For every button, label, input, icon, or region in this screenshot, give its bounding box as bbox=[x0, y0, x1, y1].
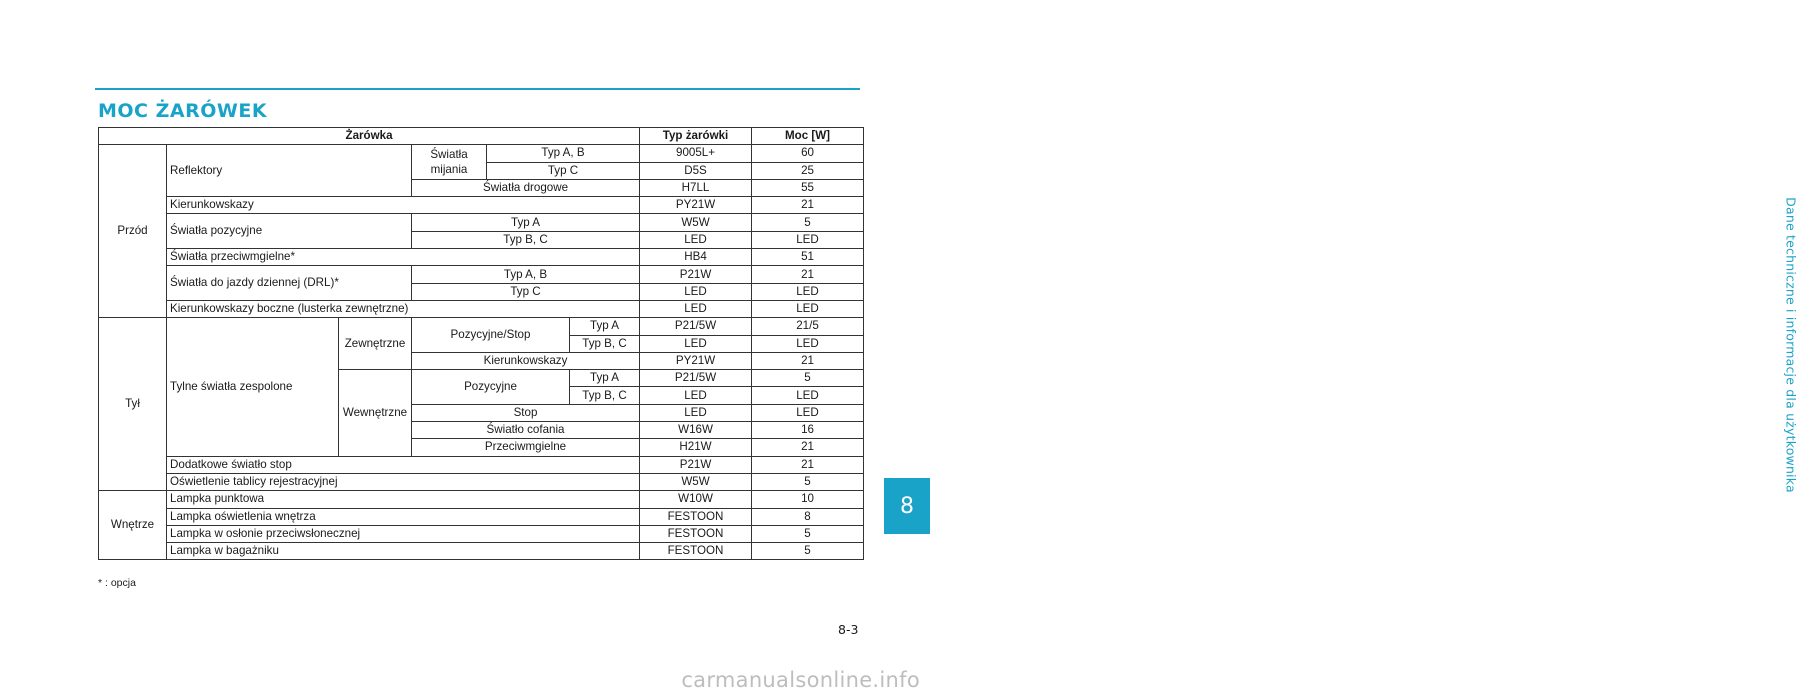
row-label: Pozycyjne bbox=[412, 370, 570, 405]
side-tab bbox=[884, 0, 1799, 700]
cell-bulb: P21W bbox=[640, 266, 752, 283]
watermark: carmanualsonline.info bbox=[681, 668, 920, 692]
cell-power: 21 bbox=[752, 352, 864, 369]
cell-power: 21 bbox=[752, 439, 864, 456]
row-label: Lampka oświetlenia wnętrza bbox=[167, 508, 640, 525]
cell-bulb: LED bbox=[640, 335, 752, 352]
row-label: Kierunkowskazy bbox=[412, 352, 640, 369]
row-variant: Typ C bbox=[412, 283, 640, 300]
cell-power: 5 bbox=[752, 543, 864, 560]
row-label: Kierunkowskazy boczne (lusterka zewnętrzne) bbox=[167, 300, 640, 317]
row-label: Światła drogowe bbox=[412, 179, 640, 196]
side-tab-text: Dane techniczne i informacje dla użytkownika bbox=[1783, 197, 1799, 493]
cell-bulb: W16W bbox=[640, 422, 752, 439]
cell-bulb: W5W bbox=[640, 473, 752, 490]
table-row bbox=[99, 456, 864, 473]
row-variant: Typ A bbox=[570, 370, 640, 387]
row-variant: Typ A bbox=[570, 318, 640, 335]
cell-bulb: D5S bbox=[640, 162, 752, 179]
cell-bulb: W5W bbox=[640, 214, 752, 231]
cell-bulb: LED bbox=[640, 300, 752, 317]
cell-power: 51 bbox=[752, 249, 864, 266]
footnote: * : opcja bbox=[98, 577, 136, 589]
cell-bulb: P21/5W bbox=[640, 370, 752, 387]
cell-bulb: LED bbox=[640, 231, 752, 248]
cell-power: 16 bbox=[752, 422, 864, 439]
cell-power: 55 bbox=[752, 179, 864, 196]
cell-bulb: PY21W bbox=[640, 197, 752, 214]
cell-bulb: 9005L+ bbox=[640, 145, 752, 162]
row-label: Reflektory bbox=[167, 145, 412, 197]
row-variant: Typ C bbox=[487, 162, 640, 179]
group-front: Przód bbox=[99, 145, 167, 318]
row-variant: Typ B, C bbox=[412, 231, 640, 248]
table-row bbox=[99, 508, 864, 525]
row-label: Światła do jazdy dziennej (DRL)* bbox=[167, 266, 412, 301]
row-label: Przeciwmgielne bbox=[412, 439, 640, 456]
header-bulb-type: Typ żarówki bbox=[640, 128, 752, 145]
row-label: Lampka w bagażniku bbox=[167, 543, 640, 560]
table-row bbox=[99, 318, 864, 335]
group-rear: Tył bbox=[99, 318, 167, 491]
row-label: Lampka w osłonie przeciwsłonecznej bbox=[167, 525, 640, 542]
cell-bulb: H7LL bbox=[640, 179, 752, 196]
row-label: Lampka punktowa bbox=[167, 491, 640, 508]
cell-bulb: PY21W bbox=[640, 352, 752, 369]
row-label: Światła mijania bbox=[412, 145, 487, 180]
cell-power: 10 bbox=[752, 491, 864, 508]
cell-power: 5 bbox=[752, 214, 864, 231]
cell-bulb: LED bbox=[640, 387, 752, 404]
cell-bulb: P21W bbox=[640, 456, 752, 473]
cell-bulb: W10W bbox=[640, 491, 752, 508]
cell-bulb: FESTOON bbox=[640, 543, 752, 560]
group-interior: Wnętrze bbox=[99, 491, 167, 560]
cell-bulb: HB4 bbox=[640, 249, 752, 266]
cell-power: 21 bbox=[752, 197, 864, 214]
cell-power: 21 bbox=[752, 456, 864, 473]
row-variant: Typ B, C bbox=[570, 335, 640, 352]
cell-bulb: FESTOON bbox=[640, 525, 752, 542]
cell-power: 21 bbox=[752, 266, 864, 283]
cell-power: 8 bbox=[752, 508, 864, 525]
cell-bulb: FESTOON bbox=[640, 508, 752, 525]
cell-bulb: LED bbox=[640, 283, 752, 300]
cell-power: LED bbox=[752, 300, 864, 317]
cell-power: 5 bbox=[752, 473, 864, 490]
row-variant: Typ B, C bbox=[570, 387, 640, 404]
row-label: Zewnętrzne bbox=[339, 318, 412, 370]
row-variant: Typ A, B bbox=[412, 266, 640, 283]
cell-power: LED bbox=[752, 335, 864, 352]
table-row bbox=[99, 543, 864, 560]
table-row bbox=[99, 525, 864, 542]
cell-power: 5 bbox=[752, 370, 864, 387]
row-label: Kierunkowskazy bbox=[167, 197, 640, 214]
cell-bulb: LED bbox=[640, 404, 752, 421]
table-row bbox=[99, 197, 864, 214]
row-label: Światła pozycyjne bbox=[167, 214, 412, 249]
row-variant: Typ A, B bbox=[487, 145, 640, 162]
header-bulb: Żarówka bbox=[99, 128, 640, 145]
bulb-wattage-table bbox=[98, 127, 864, 560]
table-header-row bbox=[99, 128, 864, 145]
table-row bbox=[99, 145, 864, 162]
table-row bbox=[99, 473, 864, 490]
row-label: Oświetlenie tablicy rejestracyjnej bbox=[167, 473, 640, 490]
cell-power: LED bbox=[752, 231, 864, 248]
header-power: Moc [W] bbox=[752, 128, 864, 145]
row-label: Stop bbox=[412, 404, 640, 421]
cell-power: 25 bbox=[752, 162, 864, 179]
cell-power: 21/5 bbox=[752, 318, 864, 335]
cell-power: LED bbox=[752, 283, 864, 300]
table-row bbox=[99, 491, 864, 508]
top-rule bbox=[95, 88, 860, 90]
table-row bbox=[99, 214, 864, 231]
row-label: Światło cofania bbox=[412, 422, 640, 439]
cell-power: 60 bbox=[752, 145, 864, 162]
row-label: Wewnętrzne bbox=[339, 370, 412, 456]
section-title: MOC ŻARÓWEK bbox=[98, 100, 268, 122]
cell-bulb: H21W bbox=[640, 439, 752, 456]
cell-power: 5 bbox=[752, 525, 864, 542]
row-label: Pozycyjne/Stop bbox=[412, 318, 570, 353]
table-row bbox=[99, 300, 864, 317]
cell-power: LED bbox=[752, 387, 864, 404]
page-number: 8-3 bbox=[838, 622, 859, 637]
chapter-number-badge: 8 bbox=[884, 478, 930, 534]
row-label: Światła przeciwmgielne* bbox=[167, 249, 640, 266]
table-row bbox=[99, 249, 864, 266]
cell-power: LED bbox=[752, 404, 864, 421]
row-label: Tylne światła zespolone bbox=[167, 318, 339, 456]
table-row bbox=[99, 266, 864, 283]
row-variant: Typ A bbox=[412, 214, 640, 231]
row-label: Dodatkowe światło stop bbox=[167, 456, 640, 473]
cell-bulb: P21/5W bbox=[640, 318, 752, 335]
